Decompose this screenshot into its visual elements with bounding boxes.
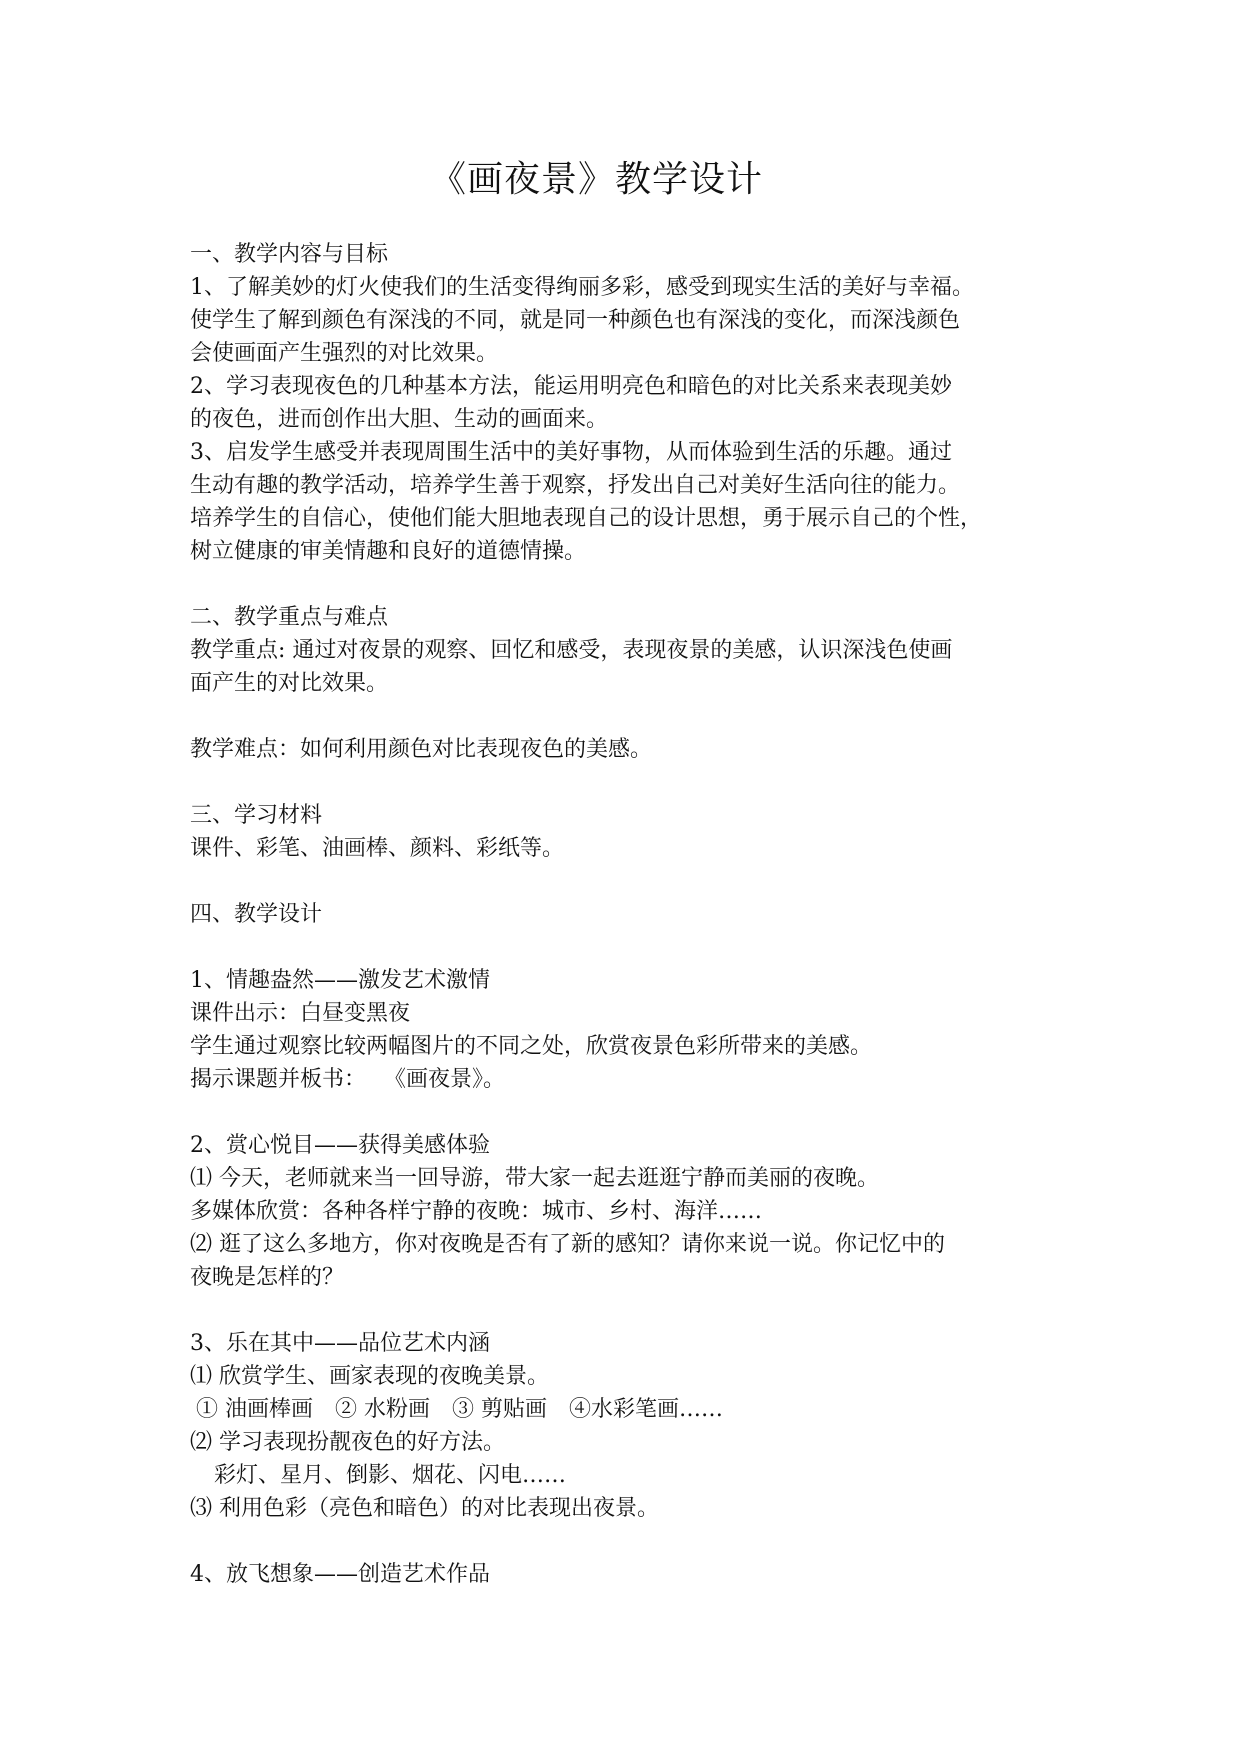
paragraph-line: ⑴ 欣赏学生、画家表现的夜晚美景。 xyxy=(190,1364,549,1389)
paragraph-line: 多媒体欣赏：各种各样宁静的夜晚：城市、乡村、海洋…… xyxy=(190,1199,763,1224)
paragraph-line: 夜晚是怎样的？ xyxy=(190,1265,345,1290)
section-heading-3: 三、学习材料 xyxy=(190,803,323,828)
list-line: ① 油画棒画 ② 水粉画 ③ 剪贴画 ④水彩笔画…… xyxy=(196,1397,723,1422)
paragraph-line: 1、了解美妙的灯火使我们的生活变得绚丽多彩，感受到现实生活的美好与幸福。 xyxy=(190,275,974,300)
paragraph-line: 教学难点：如何利用颜色对比表现夜色的美感。 xyxy=(190,737,653,762)
blank-line xyxy=(190,700,1070,733)
paragraph-line: ⑵ 学习表现扮靓夜色的好方法。 xyxy=(190,1430,505,1455)
subsection-heading: 2、赏心悦目——获得美感体验 xyxy=(190,1133,490,1158)
document-page xyxy=(190,150,1070,1591)
blank-line xyxy=(190,568,1070,601)
paragraph-line: 课件出示：白昼变黑夜 xyxy=(190,1001,411,1026)
paragraph-line: 面产生的对比效果。 xyxy=(190,671,389,696)
subsection-heading: 3、乐在其中——品位艺术内涵 xyxy=(190,1331,490,1356)
paragraph-line: ⑵ 逛了这么多地方，你对夜晚是否有了新的感知？请你来说一说。你记忆中的 xyxy=(190,1232,945,1257)
paragraph-line: 2、学习表现夜色的几种基本方法，能运用明亮色和暗色的对比关系来表现美妙 xyxy=(190,374,952,399)
paragraph-line: 学生通过观察比较两幅图片的不同之处，欣赏夜景色彩所带来的美感。 xyxy=(190,1034,873,1059)
paragraph-line: 揭示课题并板书： 《画夜景》。 xyxy=(190,1067,505,1092)
blank-line xyxy=(190,865,1070,898)
paragraph-line: ⑴ 今天，老师就来当一回导游，带大家一起去逛逛宁静而美丽的夜晚。 xyxy=(190,1166,879,1191)
paragraph-line: 使学生了解到颜色有深浅的不同，就是同一种颜色也有深浅的变化，而深浅颜色 xyxy=(190,308,961,333)
paragraph-line: 3、启发学生感受并表现周围生活中的美好事物，从而体验到生活的乐趣。通过 xyxy=(190,440,952,465)
document-body xyxy=(190,238,1070,1591)
subsection-heading: 1、情趣盎然——激发艺术激情 xyxy=(190,968,490,993)
paragraph-line: ⑶ 利用色彩（亮色和暗色）的对比表现出夜景。 xyxy=(190,1496,659,1521)
paragraph-line: 课件、彩笔、油画棒、颜料、彩纸等。 xyxy=(190,836,565,861)
paragraph-line: 会使画面产生强烈的对比效果。 xyxy=(190,341,499,366)
paragraph-line: 生动有趣的教学活动，培养学生善于观察，抒发出自己对美好生活向往的能力。 xyxy=(190,473,961,498)
paragraph-line: 培养学生的自信心，使他们能大胆地表现自己的设计思想，勇于展示自己的个性， xyxy=(190,506,983,531)
blank-line xyxy=(190,1525,1070,1558)
paragraph-line: 树立健康的审美情趣和良好的道德情操。 xyxy=(190,539,587,564)
blank-line xyxy=(190,1096,1070,1129)
blank-line xyxy=(190,1294,1070,1327)
blank-line xyxy=(190,931,1070,964)
paragraph-line: 的夜色，进而创作出大胆、生动的画面来。 xyxy=(190,407,609,432)
section-heading-2: 二、教学重点与难点 xyxy=(190,605,389,630)
section-heading-4: 四、教学设计 xyxy=(190,902,323,927)
list-line: 彩灯、星月、倒影、烟花、闪电…… xyxy=(214,1463,567,1488)
document-title: 《画夜景》教学设计 xyxy=(430,159,764,200)
blank-line xyxy=(190,766,1070,799)
section-heading-1: 一、教学内容与目标 xyxy=(190,242,389,267)
paragraph-line: 教学重点: 通过对夜景的观察、回忆和感受，表现夜景的美感，认识深浅色使画 xyxy=(190,638,953,663)
subsection-heading: 4、放飞想象——创造艺术作品 xyxy=(190,1562,490,1587)
